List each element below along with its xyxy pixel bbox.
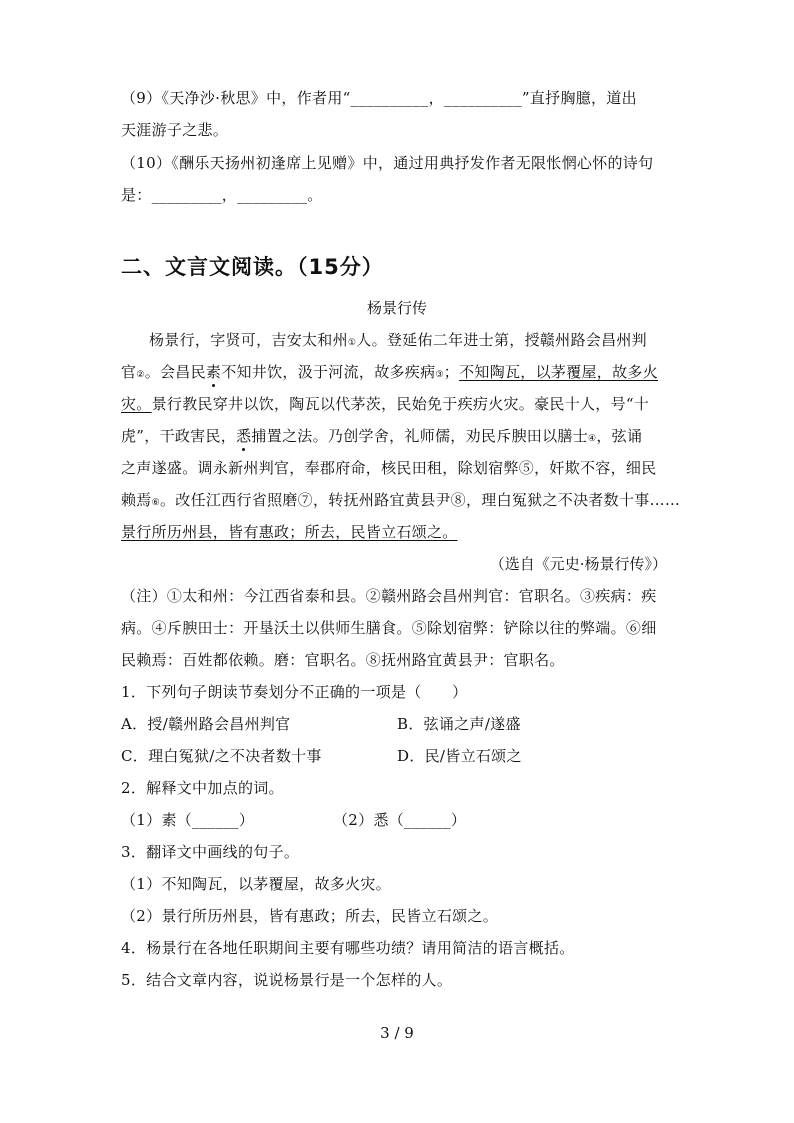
question-3: 3．翻译文中画线的句子。 (121, 843, 300, 861)
question-2-item-1: （1）素（______） (121, 811, 255, 829)
question-3-item-2: （2）景行所历州县，皆有惠政；所去，民皆立石颂之。 (121, 907, 499, 925)
section-title: 二、文言文阅读。（15分） (121, 255, 384, 279)
dotted-word-su: 素 (205, 363, 222, 381)
note-marker: ③ (435, 370, 444, 380)
dotted-word-xi: 悉 (236, 427, 252, 445)
passage-title: 杨景行传 (366, 299, 427, 317)
passage-line-1: 杨景行，字贤可，吉安太和州①人。登延佑二年进士第，授赣州路会昌州判 (149, 331, 647, 349)
passage-line-7: 景行所历州县，皆有惠政；所去，民皆立石颂之。 (121, 523, 458, 541)
notes-line-2: 病。④斥腴田士：开垦沃土以供师生膳食。⑤除划宿弊：铲除以往的弊端。⑥细 (121, 619, 657, 637)
q10-line2: 是：_________，_________。 (121, 186, 323, 204)
question-1: 1．下列句子朗读节奏划分不正确的一项是（ ） (121, 683, 468, 701)
passage-line-4: 虎”，干政害民，悉捕置之法。乃创学舍，礼师儒，劝民斥腴田以膳士④，弦诵 (121, 427, 643, 445)
question-4: 4．杨景行在各地任职期间主要有哪些功绩？请用简洁的语言概括。 (121, 939, 575, 957)
passage-line-6: 赖焉⑥。改任江西行省照磨⑦，转抚州路宜黄县尹⑧，理白冤狱之不决者数十事…… (121, 491, 681, 509)
question-3-item-1: （1）不知陶瓦，以茅覆屋，故多火灾。 (121, 875, 391, 893)
question-2: 2．解释文中加点的词。 (121, 779, 284, 797)
question-5: 5．结合文章内容，说说杨景行是一个怎样的人。 (121, 971, 453, 989)
note-marker: ④ (588, 434, 597, 444)
underlined-sentence-end: 灾。 (121, 395, 152, 413)
passage-source: （选自《元史·杨景行传》） (489, 555, 667, 573)
passage-line-5: 之声遂盛。调永新州判官，奉郡府命，核民田租，除划宿弊⑤，奸欺不容，细民 (121, 459, 657, 477)
q9-line2: 天涯游子之悲。 (121, 121, 229, 139)
page-number: 3 / 9 (380, 1024, 414, 1042)
passage-line-3: 灾。景行教民穿井以饮，陶瓦以代茅茨，民始免于疾疠火灾。豪民十人，号“十 (121, 395, 650, 413)
option-c: C．理白冤狱/之不决者数十事 (121, 747, 322, 765)
q10-line1: （10）《酬乐天扬州初逢席上见赠》中，通过用典抒发作者无限怅惘心怀的诗句 (121, 154, 654, 172)
notes-line-1: （注）①太和州：今江西省泰和县。②赣州路会昌州判官：官职名。③疾病：疾 (121, 587, 657, 605)
underlined-sentence: 不知陶瓦，以茅覆屋，故多火 (459, 363, 658, 381)
note-marker: ② (136, 370, 145, 380)
passage-line-2: 官②。会昌民素不知井饮，汲于河流，故多疾病③；不知陶瓦，以茅覆屋，故多火 (121, 363, 658, 381)
notes-line-3: 民赖焉：百姓都依赖。磨：官职名。⑧抚州路宜黄县尹：官职名。 (121, 651, 565, 669)
option-d: D．民/皆立石颂之 (397, 747, 522, 765)
option-a: A．授/赣州路会昌州判官 (121, 715, 291, 733)
note-marker: ① (347, 338, 357, 348)
q9-line1: （9）《天净沙·秋思》中，作者用“__________，__________”直抒胸臆，道出 (121, 89, 637, 107)
question-2-item-2: （2）悉（______） (333, 811, 467, 829)
option-b: B．弦诵之声/遂盛 (397, 715, 521, 733)
note-marker: ⑥ (151, 498, 160, 508)
